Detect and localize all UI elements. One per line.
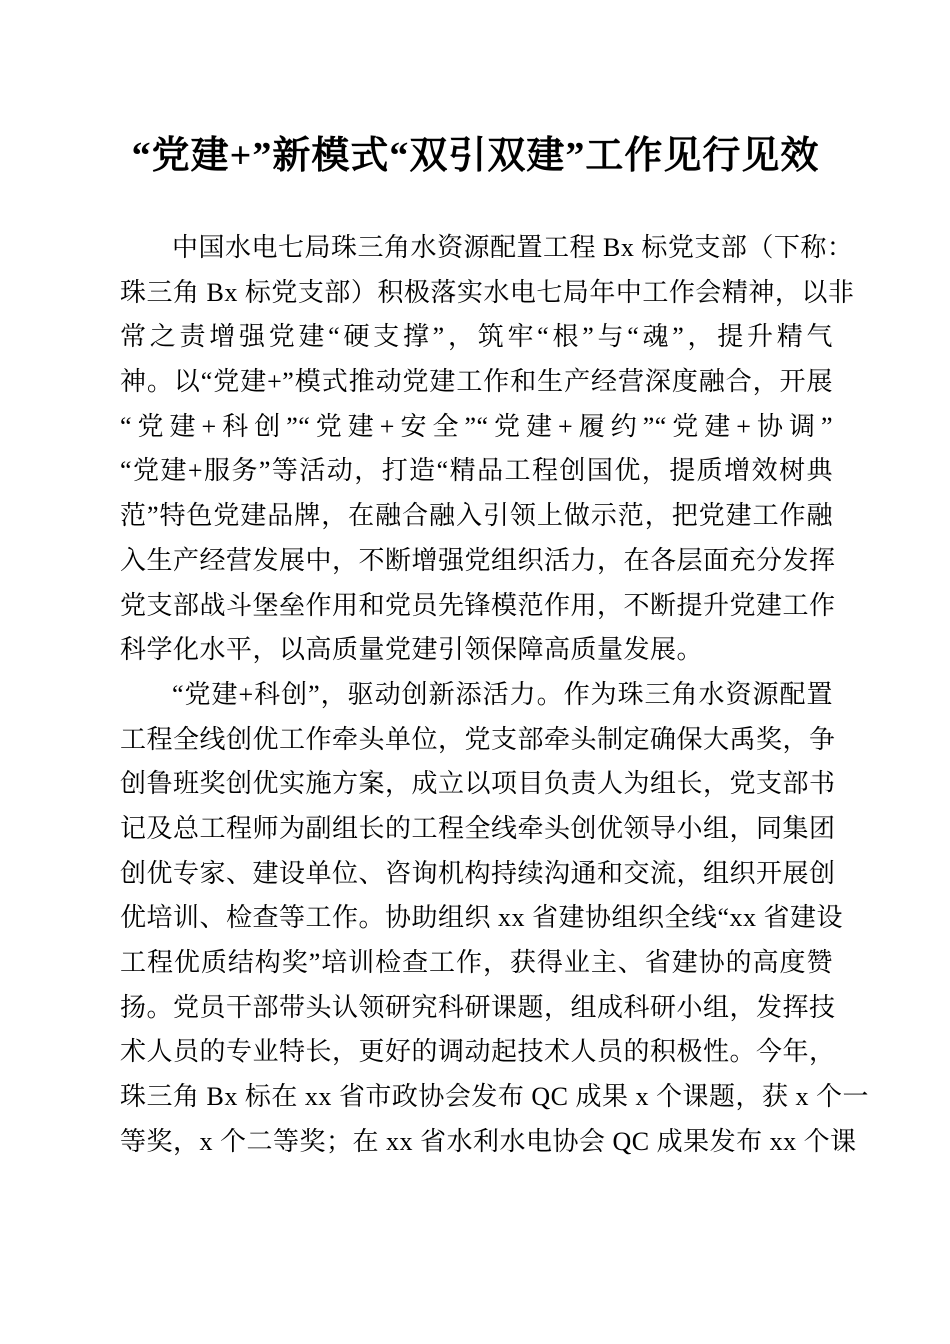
text-line: 记及总工程师为副组长的工程全线牵头创优领导小组，同集团 [120, 813, 836, 843]
text-line: 科学化水平，以高质量党建引领保障高质量发展。 [120, 635, 704, 665]
paragraph [120, 673, 869, 1165]
document-title: “党建+”新模式“双引双建”工作见行见效 [131, 135, 820, 177]
text-line: 入生产经营发展中，不断增强党组织活力，在各层面充分发挥 [120, 545, 836, 575]
text-line: 常之责增强党建“硬支撑”，筑牢“根”与“魂”，提升精气 [120, 322, 833, 352]
text-line: 术人员的专业特长，更好的调动起技术人员的积极性。今年， [120, 1037, 836, 1067]
paragraph [120, 226, 855, 673]
text-line: 中国水电七局珠三角水资源配置工程 Bx 标党支部（下称： [172, 233, 854, 262]
text-line: 扬。党员干部带头认领研究科研课题，组成科研小组，发挥技 [120, 992, 836, 1022]
text-line: 等奖，x 个二等奖；在 xx 省水利水电协会 QC 成果发布 xx 个课 [120, 1126, 857, 1156]
text-line: 珠三角 Bx 标党支部）积极落实水电七局年中工作会精神，以非 [120, 277, 855, 307]
text-line: 珠三角 Bx 标在 xx 省市政协会发布 QC 成果 x 个课题，获 x 个一 [120, 1082, 869, 1112]
text-line: “党建+科创”“党建+安全”“党建+履约”“党建+协调” [120, 411, 833, 441]
text-line: “党建+服务”等活动，打造“精品工程创国优，提质增效树典 [120, 456, 833, 486]
text-line: 神。以“党建+”模式推动党建工作和生产经营深度融合，开展 [120, 367, 833, 397]
text-line: 创鲁班奖创优实施方案，成立以项目负责人为组长，党支部书 [120, 769, 836, 799]
text-line: “党建+科创”，驱动创新添活力。作为珠三角水资源配置 [172, 679, 833, 709]
text-line: 优培训、检查等工作。协助组织 xx 省建协组织全线“xx 省建设 [120, 903, 844, 933]
document-body [120, 226, 869, 1164]
text-line: 党支部战斗堡垒作用和党员先锋模范作用，不断提升党建工作 [120, 590, 836, 620]
text-line: 工程全线创优工作牵头单位，党支部牵头制定确保大禹奖，争 [120, 724, 836, 754]
text-line: 范”特色党建品牌，在融合融入引领上做示范，把党建工作融 [120, 501, 833, 531]
text-line: 工程优质结构奖”培训检查工作，获得业主、省建协的高度赞 [120, 948, 833, 977]
text-line: 创优专家、建设单位、咨询机构持续沟通和交流，组织开展创 [120, 858, 836, 888]
